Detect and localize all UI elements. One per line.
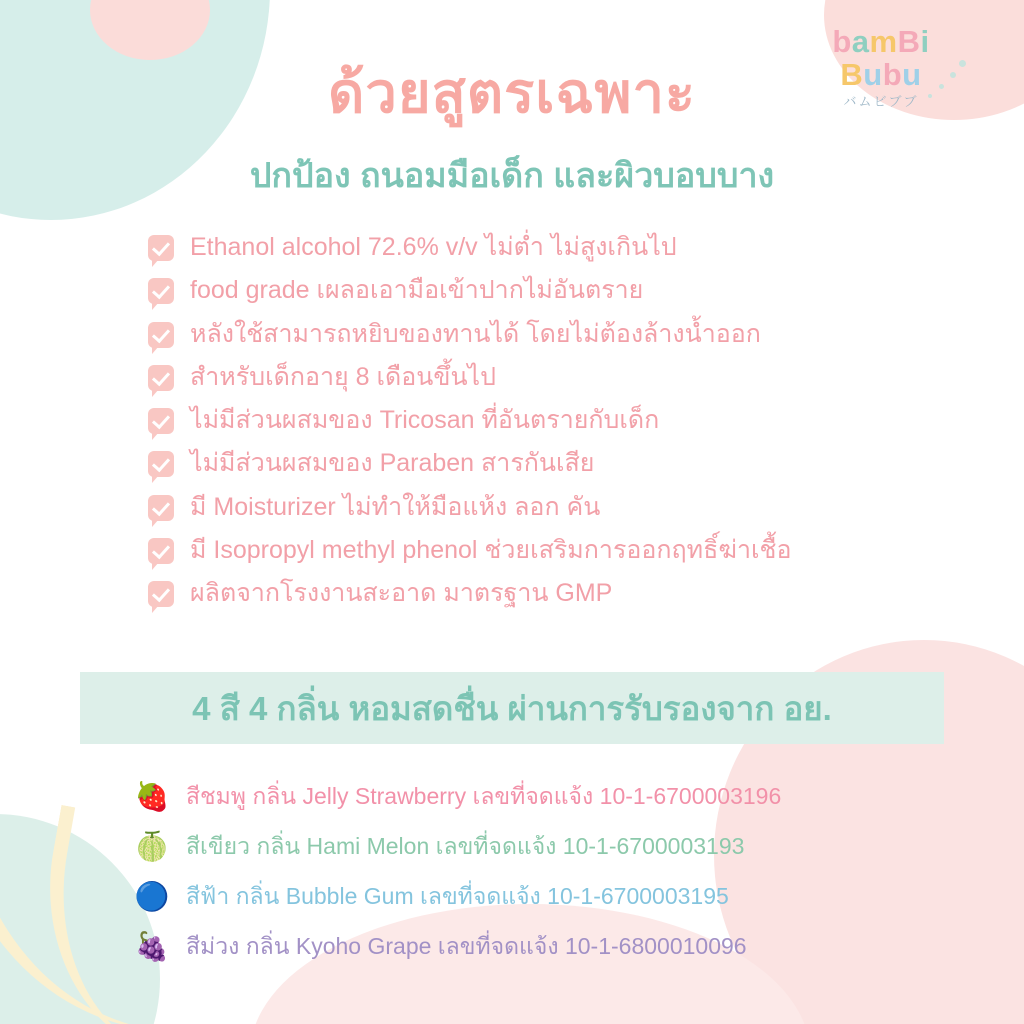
highlight-banner-label: 4 สี 4 กลิ่น หอมสดชื่น ผ่านการรับรองจาก อย. — [192, 689, 832, 727]
highlight-banner — [80, 672, 944, 744]
list-item — [148, 448, 948, 479]
brand-logo-line2: Bubu — [840, 57, 922, 92]
check-icon — [148, 278, 174, 304]
list-item-label: หลังใช้สามารถหยิบของทานได้ โดยไม่ต้องล้างน้ำออก — [190, 319, 761, 348]
list-item-label: สีชมพู กลิ่น Jelly Strawberry เลขที่จดแจ้ง 10-1-6700003196 — [186, 783, 782, 809]
check-icon — [148, 538, 174, 564]
melon-icon: 🍈 — [134, 831, 170, 862]
list-item — [148, 319, 948, 350]
list-item-label: สีเขียว กลิ่น Hami Melon เลขที่จดแจ้ง 10-1-6700003193 — [186, 833, 745, 859]
check-icon — [148, 235, 174, 261]
bubble-icon: 🔵 — [134, 881, 170, 912]
page-subtitle: ปกป้อง ถนอมมือเด็ก และผิวบอบบาง — [249, 157, 775, 195]
list-item — [148, 232, 948, 263]
list-item — [148, 362, 948, 393]
strawberry-icon: 🍓 — [134, 781, 170, 812]
list-item — [130, 772, 970, 822]
flavor-list — [130, 772, 970, 972]
list-item-label: ผลิตจากโรงงานสะอาด มาตรฐาน GMP — [190, 579, 613, 607]
list-item-label: Ethanol alcohol 72.6% v/v ไม่ต่ำ ไม่สูงเกินไป — [190, 233, 677, 261]
list-item — [130, 922, 970, 972]
page-title: ด้วยสูตรเฉพาะ — [328, 61, 696, 124]
list-item — [130, 822, 970, 872]
list-item — [148, 275, 948, 306]
list-item-label: สีม่วง กลิ่น Kyoho Grape เลขที่จดแจ้ง 10-1-6800010096 — [186, 933, 747, 959]
list-item-label: มี Isopropyl methyl phenol ช่วยเสริมการออกฤทธิ์ฆ่าเชื้อ — [190, 535, 792, 564]
check-icon — [148, 322, 174, 348]
check-icon — [148, 581, 174, 607]
list-item — [130, 872, 970, 922]
list-item — [148, 578, 948, 609]
brand-logo-line1: bamBi — [832, 24, 930, 59]
check-icon — [148, 408, 174, 434]
grape-icon: 🍇 — [134, 931, 170, 962]
list-item — [148, 405, 948, 436]
list-item-label: food grade เผลอเอามือเข้าปากไม่อันตราย — [190, 276, 644, 305]
list-item-label: สำหรับเด็กอายุ 8 เดือนขึ้นไป — [190, 362, 496, 391]
list-item — [148, 492, 948, 523]
check-icon — [148, 365, 174, 391]
check-icon — [148, 495, 174, 521]
list-item-label: มี Moisturizer ไม่ทำให้มือแห้ง ลอก คัน — [190, 492, 601, 521]
list-item — [148, 535, 948, 566]
list-item-label: สีฟ้า กลิ่น Bubble Gum เลขที่จดแจ้ง 10-1-6700003195 — [186, 883, 729, 909]
check-icon — [148, 451, 174, 477]
brand-logo-japanese: バムビブブ — [843, 94, 919, 109]
feature-checklist — [148, 232, 948, 621]
list-item-label: ไม่มีส่วนผสมของ Paraben สารกันเสีย — [190, 449, 595, 478]
list-item-label: ไม่มีส่วนผสมของ Tricosan ที่อันตรายกับเด็ก — [190, 406, 660, 434]
